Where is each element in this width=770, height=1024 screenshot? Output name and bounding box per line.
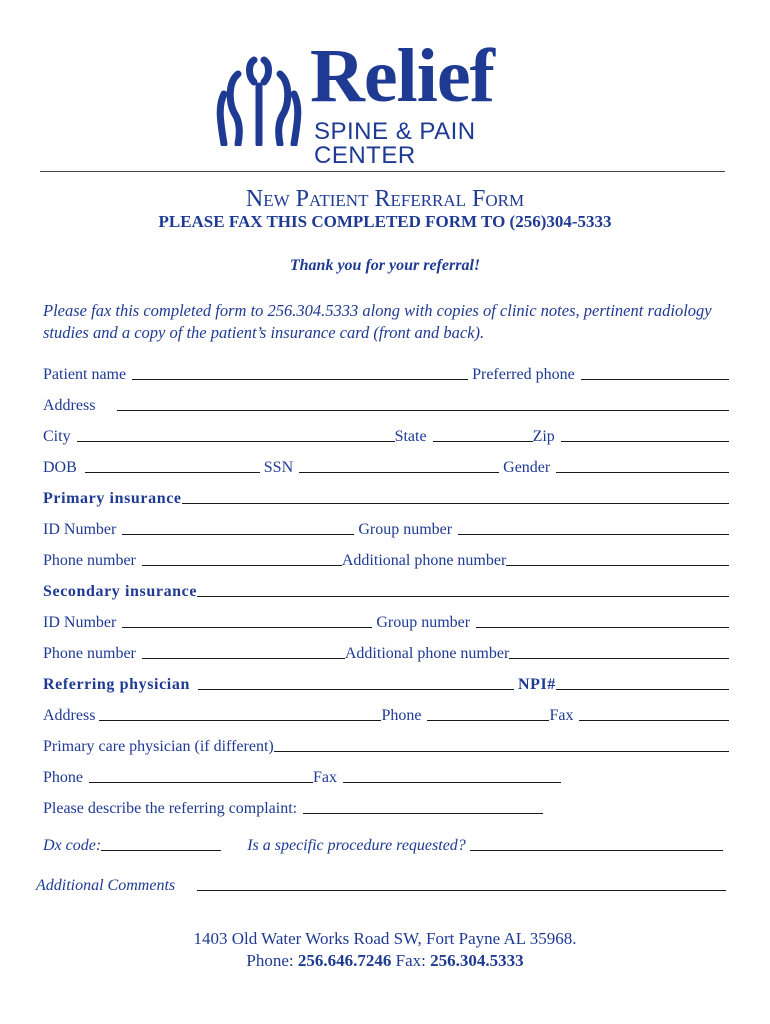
referring-physician-field[interactable] <box>198 689 514 690</box>
row-complaint <box>43 796 729 818</box>
npi-field[interactable] <box>556 689 729 690</box>
secondary-additional-phone-label: Additional phone number <box>344 645 510 662</box>
physician-address-field[interactable] <box>99 720 381 721</box>
referring-physician-label: Referring physician <box>43 676 190 693</box>
pcp-phone-label: Phone <box>43 769 83 786</box>
instructions-text: Please fax this completed form to 256.304.5333 along with copies of clinic notes, pertinent radiology studies and a copy of the patient’s insurance card (front and back). <box>43 301 712 342</box>
secondary-insurance-label: Secondary insurance <box>43 583 198 600</box>
secondary-id-number-label: ID Number <box>43 614 117 631</box>
secondary-insurance-field[interactable] <box>197 596 729 597</box>
address-label: Address <box>43 397 96 414</box>
row-referring-physician <box>43 672 729 694</box>
pcp-fax-field[interactable] <box>343 782 561 783</box>
clinic-logo <box>214 34 554 169</box>
address-field[interactable] <box>117 410 729 411</box>
comments-field[interactable] <box>197 890 726 891</box>
primary-additional-phone-field[interactable] <box>506 565 729 566</box>
gender-label: Gender <box>503 459 551 476</box>
row-dob <box>43 455 729 477</box>
physician-fax-field[interactable] <box>579 720 729 721</box>
pcp-label: Primary care physician (if different) <box>43 738 274 755</box>
npi-label: NPI# <box>517 676 556 693</box>
thank-you-note: Thank you for your referral! <box>289 257 481 274</box>
primary-phone-field[interactable] <box>142 565 342 566</box>
row-secondary-ids <box>43 610 729 632</box>
city-label: City <box>43 428 71 445</box>
header-divider <box>40 171 725 172</box>
clinic-fax: 256.304.5333 <box>430 951 524 970</box>
ssn-label: SSN <box>263 459 294 476</box>
dx-code-label: Dx code: <box>43 837 102 854</box>
secondary-id-number-field[interactable] <box>122 627 372 628</box>
row-secondary-insurance <box>43 579 729 601</box>
row-patient <box>43 362 729 384</box>
row-dx <box>43 833 729 855</box>
row-physician-contact <box>43 703 729 725</box>
secondary-group-number-field[interactable] <box>476 627 729 628</box>
dob-field[interactable] <box>85 472 260 473</box>
row-primary-insurance <box>43 486 729 508</box>
pcp-fax-label: Fax <box>313 769 337 786</box>
patient-name-field[interactable] <box>132 379 468 380</box>
preferred-phone-field[interactable] <box>581 379 729 380</box>
primary-id-number-label: ID Number <box>43 521 117 538</box>
secondary-phone-field[interactable] <box>142 658 345 659</box>
secondary-group-number-label: Group number <box>376 614 471 631</box>
row-secondary-phones <box>43 641 729 663</box>
form-subtitle: PLEASE FAX THIS COMPLETED FORM TO (256)304-5333 <box>158 212 612 231</box>
gender-field[interactable] <box>556 472 729 473</box>
zip-label: Zip <box>532 428 555 445</box>
city-field[interactable] <box>77 441 395 442</box>
physician-fax-label: Fax <box>549 707 574 724</box>
clinic-phone: 256.646.7246 <box>297 951 392 970</box>
secondary-additional-phone-field[interactable] <box>509 658 729 659</box>
comments-label: Additional Comments <box>36 877 176 894</box>
dx-code-field[interactable] <box>101 850 221 851</box>
physician-address-label: Address <box>43 707 96 724</box>
row-pcp <box>43 734 729 756</box>
dob-label: DOB <box>43 459 77 476</box>
physician-phone-label: Phone <box>381 707 422 724</box>
ssn-field[interactable] <box>299 472 499 473</box>
fax-label: Fax: <box>395 951 426 970</box>
procedure-field[interactable] <box>470 850 723 851</box>
form-title: New Patient Referral Form <box>245 186 525 212</box>
primary-group-number-field[interactable] <box>458 534 729 535</box>
primary-additional-phone-label: Additional phone number <box>341 552 507 569</box>
physician-phone-field[interactable] <box>427 720 549 721</box>
pcp-field[interactable] <box>274 751 729 752</box>
preferred-phone-label: Preferred phone <box>472 366 575 383</box>
row-address <box>43 393 729 415</box>
clinic-contact <box>0 950 770 972</box>
complaint-label: Please describe the referring complaint: <box>43 800 298 817</box>
logo-subtitle: SPINE & PAIN CENTER <box>314 118 476 169</box>
spine-figure-icon <box>214 54 304 146</box>
row-comments <box>36 873 726 895</box>
logo-wordmark: Relief <box>310 34 494 118</box>
clinic-address: 1403 Old Water Works Road SW, Fort Payne AL 35968. <box>193 929 577 948</box>
procedure-label: Is a specific procedure requested? <box>247 837 466 854</box>
primary-group-number-label: Group number <box>358 521 453 538</box>
primary-phone-label: Phone number <box>43 552 136 569</box>
row-city <box>43 424 729 446</box>
secondary-phone-label: Phone number <box>43 645 136 662</box>
phone-label: Phone: <box>246 951 294 970</box>
pcp-phone-field[interactable] <box>89 782 313 783</box>
zip-field[interactable] <box>561 441 729 442</box>
row-primary-phones <box>43 548 729 570</box>
primary-id-number-field[interactable] <box>122 534 354 535</box>
patient-name-label: Patient name <box>43 366 127 383</box>
row-pcp-contact <box>43 765 729 787</box>
row-primary-ids <box>43 517 729 539</box>
state-field[interactable] <box>433 441 533 442</box>
complaint-field[interactable] <box>303 813 543 814</box>
primary-insurance-field[interactable] <box>182 503 729 504</box>
state-label: State <box>394 428 427 445</box>
primary-insurance-label: Primary insurance <box>43 490 182 507</box>
